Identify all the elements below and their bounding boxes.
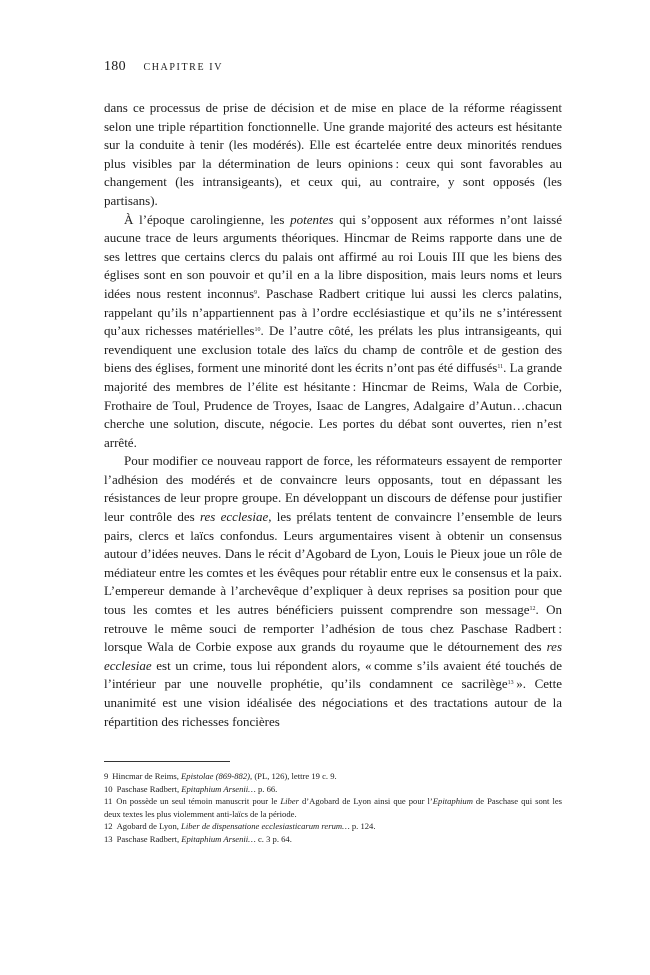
footnote-ref[interactable]: 13 <box>507 680 514 687</box>
footnote-11: 11 On possède un seul témoin manuscrit pour le Liber d’Agobard de Lyon ainsi que pour l’Epitaphium de Paschase qui sont les deux textes les plus violemment anti-laïcs de la période. <box>104 796 563 819</box>
footnote-ref[interactable]: 11 <box>497 364 504 371</box>
paragraph-3: Pour modifier ce nouveau rapport de force, les réformateurs essayent de remporter l’adhésion des modérés et de convaincre leurs opposants, tout en dépassant les résistances de leur propre groupe. En développant un discours de défense pour justifier leur contrôle des res ecclesiae, les prélats tentent de convaincre l’ensemble de leurs pairs, clercs et laïcs confondus. Leurs argumentaires visent à obtenir un consensus autour d’idées neuves. Dans le récit d’Agobard de Lyon, Louis le Pieux joue un rôle de médiateur entre les comtes et les évêques pour rétablir entre eux le consensus et la paix. L’empereur demande à l’archevêque d’expliquer à deux reprises sa position pour que tous les comtes et les autres bénéficiers puissent comprendre son message$^{12}$. On retrouve le même souci de remporter l’adhésion de tous chez Paschase Radbert : lorsque Wala de Corbie expose aux grands du royaume que le détournement des res ecclesiae est un crime, tous lui répondent alors, « comme s’ils avaient été touchés de l’intérieur par une nouvelle prophétie, qu’ils condamnent ce sacrilège$^{13}$ ». Cette unanimité est une vision idéalisée des négociations et des tractations autour de la répartition des richesses foncières <box>104 453 563 729</box>
footnote-ref[interactable]: 9 <box>254 289 258 296</box>
page-number: 180 <box>104 59 126 74</box>
footnote-10: 10 Paschase Radbert, Epitaphium Arsenii… p. 66. <box>104 783 278 794</box>
chapter-title: CHAPITRE IV <box>143 62 224 73</box>
latin-term: potentes <box>290 211 334 227</box>
footnote-ref[interactable]: 10 <box>254 327 261 334</box>
main-text <box>104 99 562 731</box>
footnote-ref[interactable]: 12 <box>529 606 536 613</box>
latin-term: res ecclesiae <box>199 509 269 525</box>
footnote-9: 9 Hincmar de Reims, Epistolae (869-882), (PL, 126), lettre 19 c. 9. <box>104 771 337 781</box>
footnote-12: 12 Agobard de Lyon, Liber de dispensatione ecclesiasticarum rerum… p. 124. <box>104 821 376 832</box>
footnote-separator <box>104 761 230 762</box>
footnotes <box>104 770 562 846</box>
running-header <box>104 58 223 75</box>
paragraph-1: dans ce processus de prise de décision et de mise en place de la réforme réagissent selon une triple répartition fonctionnelle. Une grande majorité des acteurs est hésitante sur la conduite à tenir (les modérés). Elle est écartelée entre deux minorités rendues plus visibles par la détermination de leurs opinions : ceux qui sont favorables au changement (les intransigeants), et ceux qui, au contraire, y sont opposés (les partisans). <box>104 100 562 208</box>
latin-term: res ecclesiae <box>104 639 562 673</box>
footnote-13: 13 Paschase Radbert, Epitaphium Arsenii… c. 3 p. 64. <box>104 833 292 844</box>
paragraph-2: À l’époque carolingienne, les potentes qui s’opposent aux réformes n’ont laissé aucune trace de leurs arguments théoriques. Hincmar de Reims rapporte dans une de ses lettres que certains clercs du palais ont affirmé au roi Louis III que les biens des églises sont en son pouvoir et qu’il en a la libre disposition, mais leurs noms et leurs idées nous restent inconnus$^9$. Paschase Radbert critique lui aussi les clercs palatins, rappelant qu’ils n’appartiennent pas à l’ordre ecclésiastique et qu’ils ne s’intéressent qu’aux richesses matérielles$^{10}$. De l’autre côté, les prélats les plus intransigeants, qui revendiquent une exclusion totale des laïcs du champ de contrôle et de gestion des biens des églises, forment une minorité dont les écrits n’ont pas été diffusés$^{11}$. La grande majorité des membres de l’élite est hésitante : Hincmar de Reims, Wala de Corbie, Frothaire de Toul, Prudence de Troyes, Isaac de Langres, Adalgaire d’Autun…chacun cherche une solution, discute, négocie. Les portes du débat sont ouvertes, rien n’est arrêté. <box>104 211 562 450</box>
